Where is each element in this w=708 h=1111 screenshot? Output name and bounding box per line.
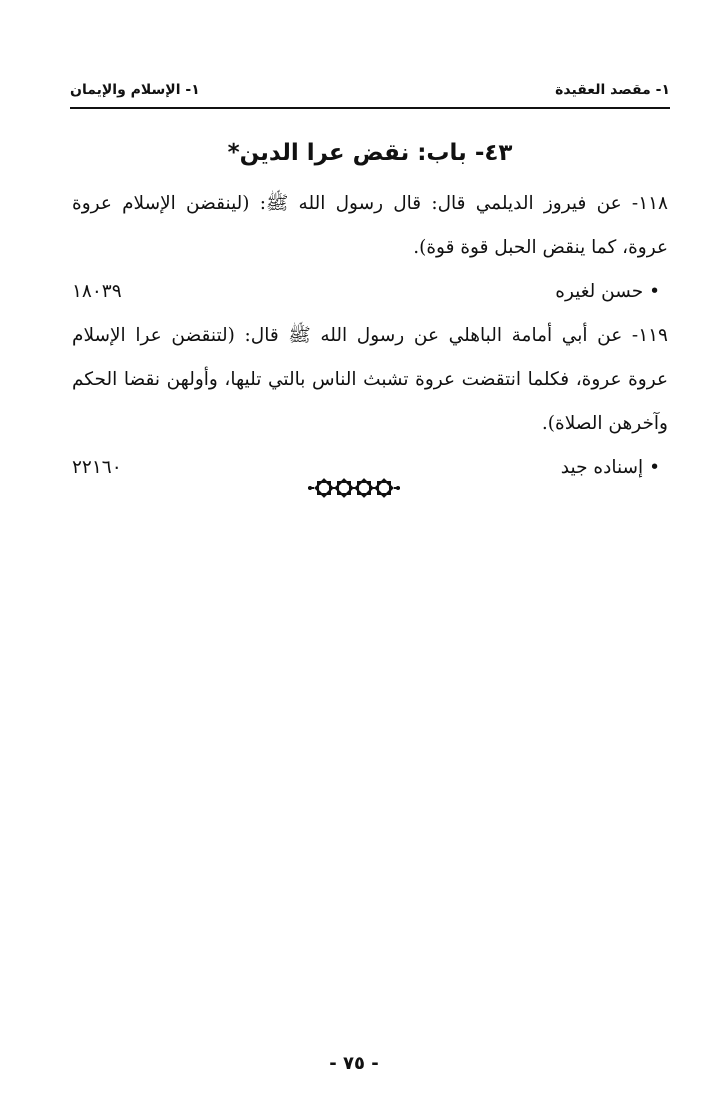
star-chain-ornament-icon: [0, 476, 708, 504]
hadith-grade: • إسناده جيد: [560, 457, 660, 478]
hadith-grade: • حسن لغيره: [555, 281, 660, 302]
chapter-title: ٤٣- باب: نقض عرا الدين*: [227, 140, 513, 166]
hadith-entry: [72, 182, 668, 314]
hadith-reference-number: ١٨٠٣٩: [72, 281, 122, 302]
hadith-entry: [72, 314, 668, 490]
header-left-title: ١- الإسلام والإيمان: [70, 82, 200, 98]
hadith-text: ١١٨- عن فيروز الديلمي قال: قال رسول الله ﷺ: (لينقضن الإسلام عروة عروة، كما ينقض الحبل قوة قوة).: [72, 193, 668, 258]
header-rule: [70, 107, 670, 109]
header-right-title: ١- مقصد العقيدة: [555, 82, 670, 98]
hadith-reference-number: ٢٢١٦٠: [72, 457, 122, 478]
page-number: - ٧٥ -: [329, 1053, 379, 1074]
hadith-list: [72, 182, 668, 490]
hadith-grade-line: [72, 270, 668, 314]
hadith-text: ١١٩- عن أبي أمامة الباهلي عن رسول الله ﷺ قال: (لتنقضن عرا الإسلام عروة عروة، فكلما انتقضت عروة تشبث الناس بالتي تليها، وأولهن نقضا الحكم وآخرهن الصلاة).: [72, 325, 668, 434]
running-head: [70, 76, 670, 104]
